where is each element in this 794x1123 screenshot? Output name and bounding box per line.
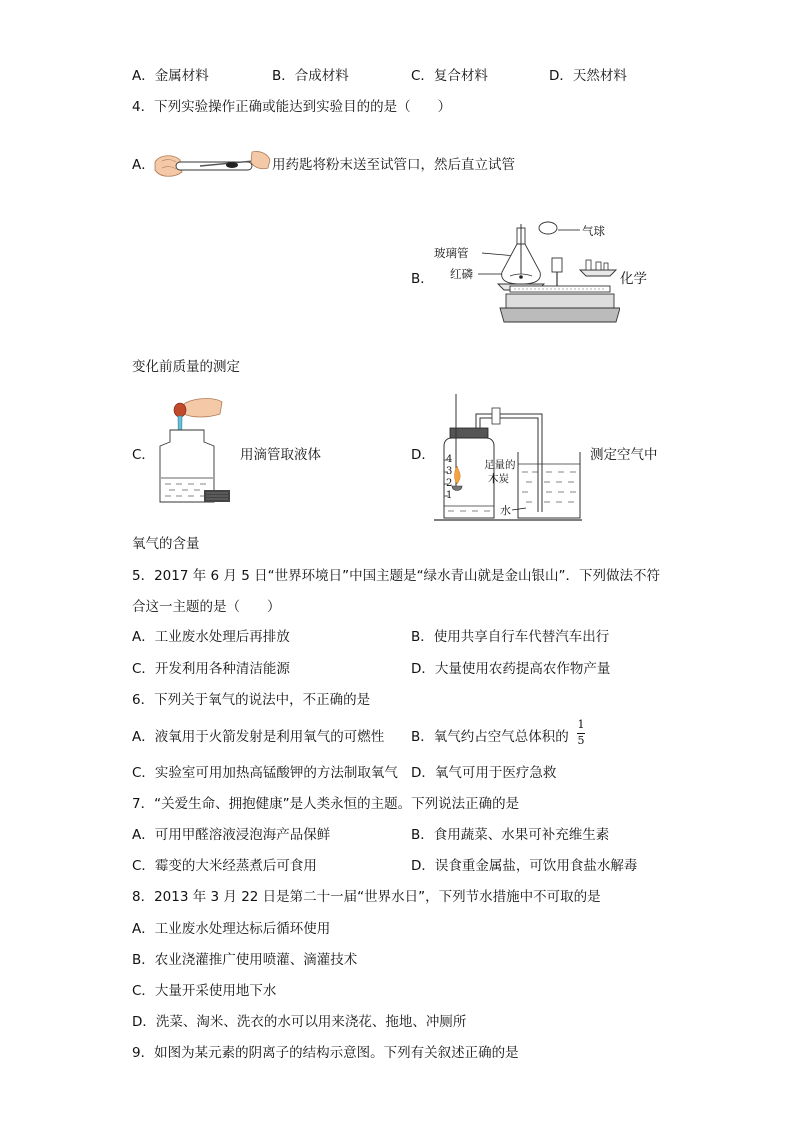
q8-option-b: B．农业浇灌推广使用喷灌、滴灌技术 <box>132 952 358 968</box>
q8-option-a: A．工业废水处理达标后循环使用 <box>132 921 331 937</box>
q7-stem: 7．“关爱生命、拥抱健康”是人类永恒的主题。下列说法正确的是 <box>132 796 520 812</box>
q4-a-letter: A． <box>132 157 155 173</box>
scale-mark-2: 2 <box>446 478 453 489</box>
q5-option-a: A．工业废水处理后再排放 <box>132 629 290 645</box>
q8-stem: 8．2013 年 3 月 22 日是第二十一届“世界水日”，下列节水措施中不可取的是 <box>132 889 601 905</box>
q3-option-a: A．金属材料 <box>132 68 209 84</box>
q6-fraction-numerator: 1 <box>577 718 585 731</box>
spatula-powder-test-tube-figure <box>152 146 272 184</box>
q4-d-letter: D． <box>411 447 435 463</box>
red-phosphorus-label: 红磷 <box>450 267 473 281</box>
q7-option-d: D．误食重金属盐，可饮用食盐水解毒 <box>411 858 638 874</box>
q5-option-b: B．使用共享自行车代替汽车出行 <box>411 629 610 645</box>
q3-option-d: D．天然材料 <box>549 68 627 84</box>
q6-option-b: B．氧气约占空气总体积的 <box>411 729 569 745</box>
q6-option-c: C．实验室可用加热高锰酸钾的方法制取氧气 <box>132 765 398 781</box>
scale-mark-4: 4 <box>446 454 453 465</box>
q9-stem: 9．如图为某元素的阴离子的结构示意图。下列有关叙述正确的是 <box>132 1045 519 1061</box>
balance-red-phosphorus-figure <box>430 214 620 336</box>
q6-stem: 6．下列关于氧气的说法中，不正确的是 <box>132 692 371 708</box>
q7-option-b: B．食用蔬菜、水果可补充维生素 <box>411 827 610 843</box>
q4-c-text: 用滴管取液体 <box>240 447 321 463</box>
q8-option-d: D．洗菜、淘米、洗衣的水可以用来浇花、拖地、冲厕所 <box>132 1014 467 1030</box>
q7-option-a: A．可用甲醛溶液浸泡海产品保鲜 <box>132 827 331 843</box>
q3-option-c: C．复合材料 <box>411 68 488 84</box>
q4-d-text-cont: 氧气的含量 <box>132 536 200 552</box>
q4-d-text-tail: 测定空气中 <box>590 447 658 463</box>
q5-option-c: C．开发利用各种清洁能源 <box>132 661 290 677</box>
q3-option-b: B．合成材料 <box>272 68 349 84</box>
q6-option-a: A．液氧用于火箭发射是利用氧气的可燃性 <box>132 729 385 745</box>
charcoal-label-1: 足量的 <box>484 459 516 471</box>
dropper-reagent-bottle-figure <box>156 396 236 506</box>
q4-a-text: 用药匙将粉末送至试管口，然后直立试管 <box>272 157 515 173</box>
q7-option-c: C．霉变的大米经蒸煮后可食用 <box>132 858 317 874</box>
q4-b-text-cont: 变化前质量的测定 <box>132 359 240 375</box>
q6-option-d: D．氧气可用于医疗急救 <box>411 765 557 781</box>
scale-mark-3: 3 <box>446 466 453 477</box>
q8-option-c: C．大量开采使用地下水 <box>132 983 277 999</box>
charcoal-oxygen-measurement-figure <box>432 394 582 522</box>
q4-c-letter: C． <box>132 447 155 463</box>
glass-tube-label: 玻璃管 <box>434 246 469 260</box>
balloon-label: 气球 <box>582 224 605 238</box>
charcoal-label-2: 木炭 <box>488 473 509 485</box>
q4-stem: 4．下列实验操作正确或能达到实验目的的是（ ） <box>132 99 452 115</box>
q5-option-d: D．大量使用农药提高农作物产量 <box>411 661 611 677</box>
q4-b-letter: B． <box>411 271 434 287</box>
q5-stem-line-2: 合这一主题的是（ ） <box>132 599 281 615</box>
scale-mark-1: 1 <box>446 490 453 501</box>
q6-fraction-denominator: 5 <box>577 734 585 747</box>
water-label: 水 <box>500 504 511 517</box>
q5-stem-line-1: 5．2017 年 6 月 5 日“世界环境日”中国主题是“绿水青山就是金山银山”．下列做法不符 <box>132 568 661 584</box>
q4-b-text-tail: 化学 <box>620 271 647 287</box>
